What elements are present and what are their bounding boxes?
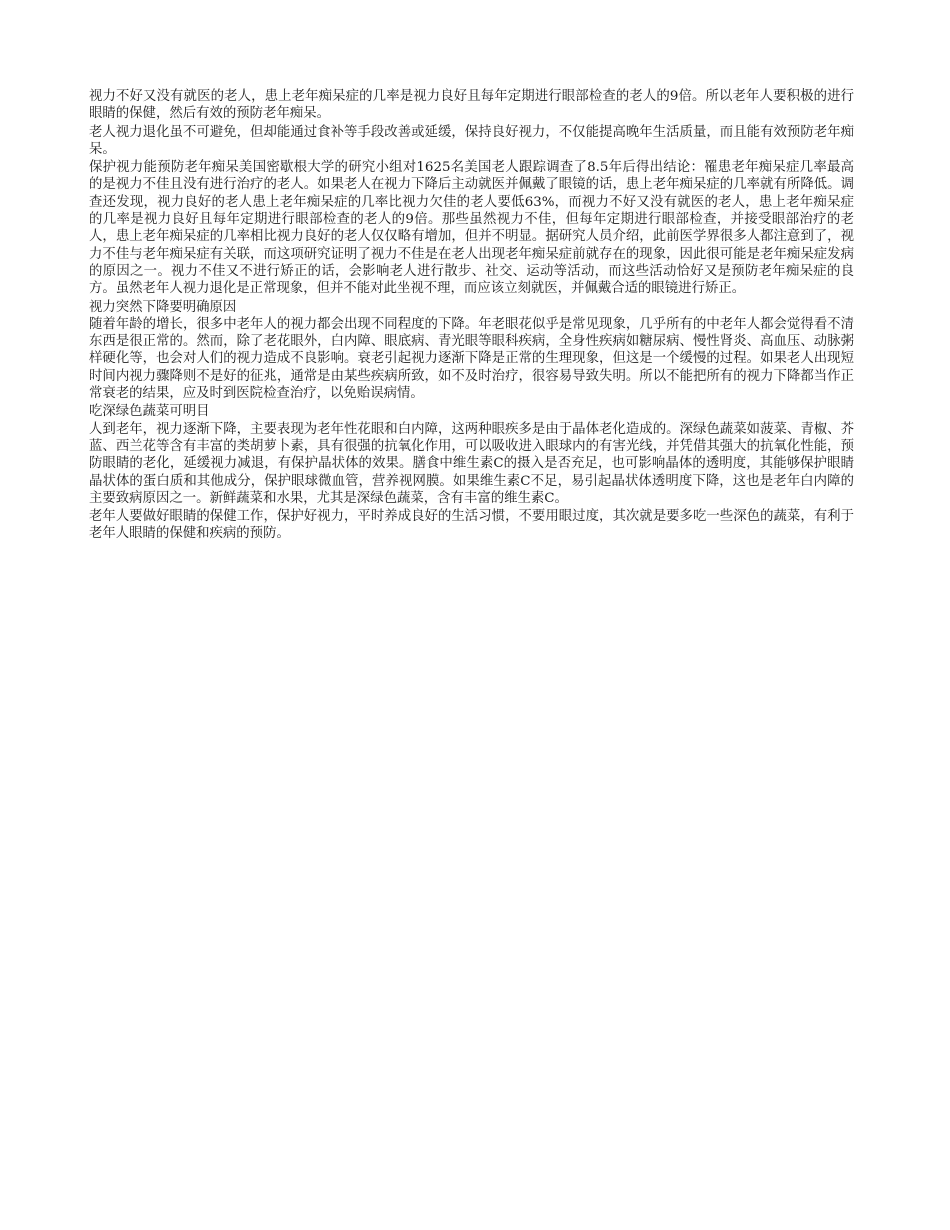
- paragraph: 视力不好又没有就医的老人，患上老年痴呆症的几率是视力良好且每年定期进行眼部检查的老人的9倍。所以老年人要积极的进行眼睛的保健，然后有效的预防老年痴呆。: [89, 89, 854, 122]
- document-body: [89, 88, 854, 544]
- paragraph: 老年人要做好眼睛的保健工作，保护好视力，平时养成良好的生活习惯，不要用眼过度，其次就是要多吃一些深色的蔬菜，有利于老年人眼睛的保健和疾病的预防。: [89, 509, 854, 542]
- section-heading: 视力突然下降要明确原因: [89, 299, 237, 315]
- paragraph: 保护视力能预防老年痴呆美国密歇根大学的研究小组对1625名美国老人跟踪调查了8.5年后得出结论：罹患老年痴呆症几率最高的是视力不佳且没有进行治疗的老人。如果老人在视力下降后主动就医并佩戴了眼镜的话，患上老年痴呆症的几率就有所降低。调查还发现，视力良好的老人患上老年痴呆症的几率比视力欠佳的老人要低63%，而视力不好又没有就医的老人，患上老年痴呆症的几率是视力良好且每年定期进行眼部检查的老人的9倍。那些虽然视力不佳，但每年定期进行眼部检查，并接受眼部治疗的老人，患上老年痴呆症的几率相比视力良好的老人仅仅略有增加，但并不明显。据研究人员介绍，此前医学界很多人都注意到了，视力不佳与老年痴呆症有关联，而这项研究证明了视力不佳是在老人出现老年痴呆症前就存在的现象，因此很可能是老年痴呆症发病的原因之一。视力不佳又不进行矫正的话，会影响老人进行散步、社交、运动等活动，而这些活动恰好又是预防老年痴呆症的良方。虽然老年人视力退化是正常现象，但并不能对此坐视不理，而应该立刻就医，并佩戴合适的眼镜进行矫正。: [89, 160, 854, 297]
- paragraph: 随着年龄的增长，很多中老年人的视力都会出现不同程度的下降。年老眼花似乎是常见现象，几乎所有的中老年人都会觉得看不清东西是很正常的。然而，除了老花眼外，白内障、眼底病、青光眼等眼科疾病，全身性疾病如糖尿病、慢性肾炎、高血压、动脉粥样硬化等，也会对人们的视力造成不良影响。衰老引起视力逐渐下降是正常的生理现象，但这是一个缓慢的过程。如果老人出现短时间内视力骤降则不是好的征兆，通常是由某些疾病所致，如不及时治疗，很容易导致失明。所以不能把所有的视力下降都当作正常衰老的结果，应及时到医院检查治疗，以免贻误病情。: [89, 316, 854, 402]
- section-heading: 吃深绿色蔬菜可明目: [89, 404, 210, 420]
- paragraph: 老人视力退化虽不可避免，但却能通过食补等手段改善或延缓，保持良好视力，不仅能提高晚年生活质量，而且能有效预防老年痴呆。: [89, 124, 854, 157]
- paragraph: 人到老年，视力逐渐下降，主要表现为老年性花眼和白内障，这两种眼疾多是由于晶体老化造成的。深绿色蔬菜如菠菜、青椒、芥蓝、西兰花等含有丰富的类胡萝卜素，具有很强的抗氧化作用，可以吸收进入眼球内的有害光线，并凭借其强大的抗氧化性能，预防眼睛的老化，延缓视力减退，有保护晶状体的效果。膳食中维生素C的摄入是否充足，也可影响晶体的透明度，其能够保护眼睛晶状体的蛋白质和其他成分，保护眼球微血管，营养视网膜。如果维生素C不足，易引起晶状体透明度下降，这也是老年白内障的主要致病原因之一。新鲜蔬菜和水果，尤其是深绿色蔬菜，含有丰富的维生素C。: [89, 421, 854, 506]
